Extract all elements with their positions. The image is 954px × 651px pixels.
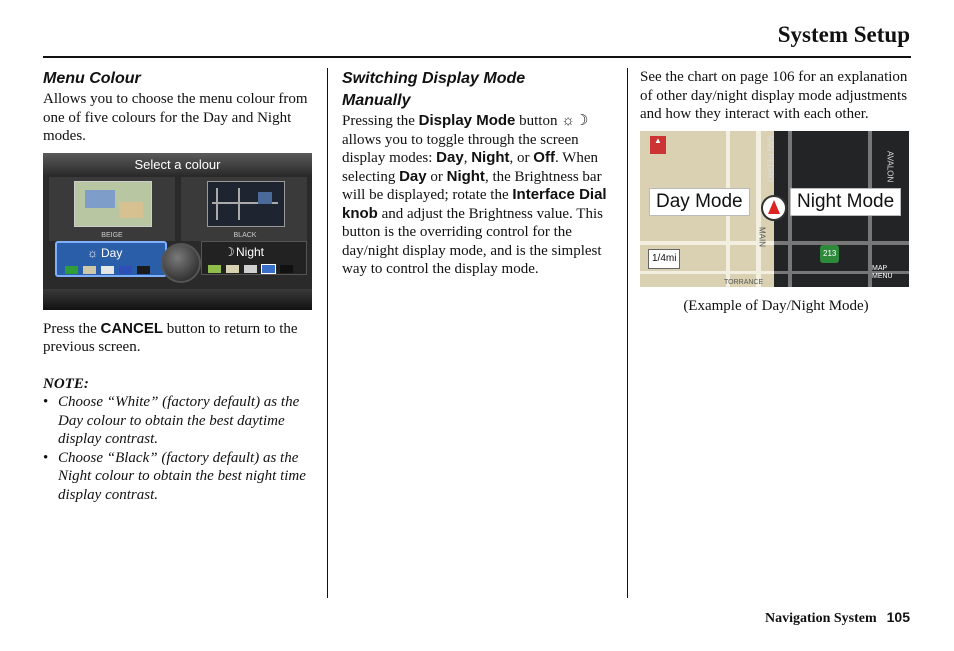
sun-icon: ☼ [87,245,98,260]
column-divider-2 [627,68,628,598]
street-label: TORRANCE [724,278,764,286]
street-label: SAN PEDRO [765,134,775,182]
colour-swatch[interactable] [262,265,275,273]
beige-thumbnail [74,181,152,227]
select-colour-screenshot [43,153,312,310]
colour-swatch[interactable] [280,265,293,273]
column-display-mode [342,68,617,279]
menu-colour-intro: Allows you to choose the menu colour from one of five colours for the Day and Night modes. [43,91,308,144]
map-caption: (Example of Day/Night Mode) [683,297,869,314]
map-menu-button[interactable]: MAP MENU [872,264,893,280]
chart-reference-text: See the chart on page 106 for an explanation of other day/night display mode adjustments and how they interact with each other. [640,69,908,122]
column-day-night-example [640,68,912,315]
day-colour-panel[interactable] [55,241,167,277]
cancel-instruction: Press the CANCEL button to return to the previous screen. [43,319,298,355]
page-title: System Setup [777,22,910,47]
black-label: BLACK [233,231,257,239]
day-swatches [65,261,150,280]
route-shield: 213 [820,245,839,264]
night-swatches [208,260,293,279]
night-label: Night [236,244,265,259]
column-divider-1 [327,68,328,598]
column-menu-colour [43,68,318,504]
black-thumbnail [207,181,285,227]
colour-swatch[interactable] [83,266,96,274]
street-label: MAIN [757,226,767,247]
note-list [43,393,318,504]
day-label: Day [101,245,123,260]
vehicle-position-icon [761,195,787,221]
beige-label: BEIGE [101,231,123,239]
colour-swatch[interactable] [208,265,221,273]
note-title: NOTE: [43,375,89,392]
section-heading-switching: Switching Display Mode [342,70,526,87]
night-colour-panel[interactable] [201,241,307,275]
night-mode-label: Night Mode [790,188,901,217]
day-mode-label: Day Mode [649,188,750,217]
compass-icon: ▲ [650,136,666,154]
map-scale: 1/4mi [648,249,680,270]
display-mode-button-icon: ☼☽ [561,112,589,129]
note-item: • Choose “White” (factory default) as the Day colour to obtain the best daytime display contrast. [43,393,318,449]
day-night-map-example [640,131,909,287]
display-mode-paragraph: Pressing the Display Mode button ☼☽ allows you to toggle through the screen display modes: Day, Night, or Off. When selecting Day or Night, the Brightness bar will be displayed; rotate the Interface Dial knob and adjust the Brightness value. This button is the overriding control for the day/night display mode, and is the simplest way to control the display mode. [342,112,607,277]
moon-icon: ☽ [224,244,235,259]
header-rule [43,56,911,58]
section-heading-manually: Manually [342,92,411,109]
footer-label: Navigation System [765,611,877,626]
street-label: AVALON [885,150,895,182]
colour-swatch[interactable] [65,266,78,274]
page-number: 105 [886,609,910,625]
screen-title: Select a colour [134,156,221,172]
colour-swatch[interactable] [244,265,257,273]
colour-swatch[interactable] [119,266,132,274]
colour-swatch[interactable] [226,265,239,273]
section-heading-menu-colour: Menu Colour [43,70,141,87]
note-item: • Choose “Black” (factory default) as the Night colour to obtain the best night time display contrast. [43,449,318,505]
colour-swatch[interactable] [101,266,114,274]
colour-swatch[interactable] [137,266,150,274]
interface-dial [161,243,201,283]
page-footer [765,609,910,627]
